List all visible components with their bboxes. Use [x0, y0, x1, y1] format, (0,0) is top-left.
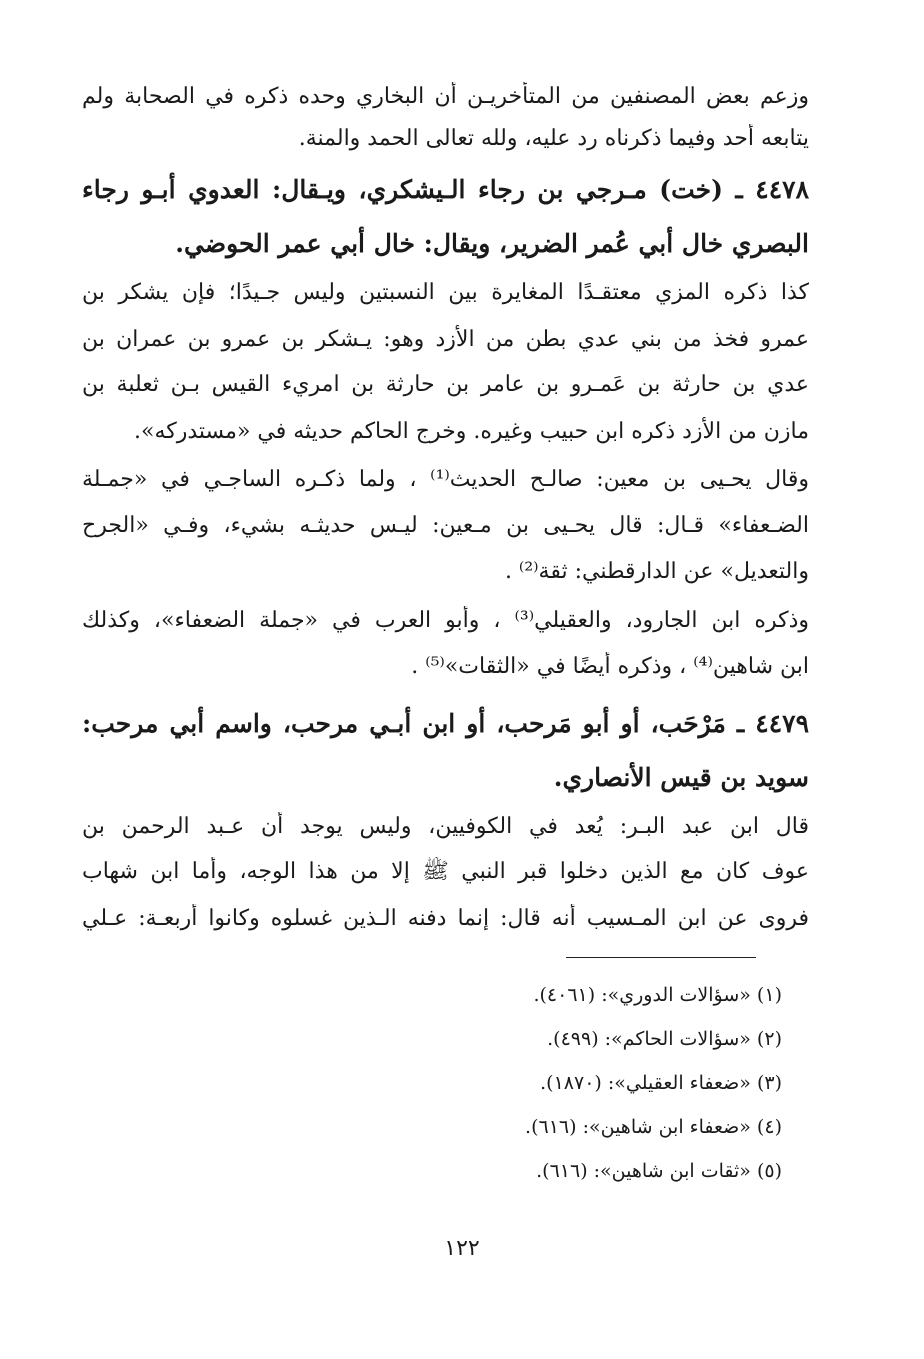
text-line: وقال يحـيى بن معين: صالـح الحديث⁽¹⁾ ، ولما ذكـره الساجـي في «جمـلة: [82, 467, 809, 492]
text-line: يتابعه أحد وفيما ذكرناه رد عليه، ولله تعالى الحمد والمنة.: [298, 126, 809, 151]
text-line: والتعديل» عن الدارقطني: ثقة⁽²⁾ .: [504, 559, 809, 584]
text-line: الضـعفاء» قـال: قال يحـيى بن مـعين: ليـس حديثـه بشيء، وفـي «الجرح: [82, 513, 809, 538]
footnote-5: (٥) «ثقات ابن شاهين»: (٦١٦).: [536, 1160, 782, 1182]
text-line: ابن شاهين⁽⁴⁾ ، وذكره أيضًا في «الثقات»⁽⁵⁾ .: [411, 654, 809, 679]
footnote-1: (١) «سؤالات الدوري»: (٤٠٦١).: [533, 984, 782, 1006]
text-line: عمرو فخذ من بني عدي بطن من الأزد وهو: يـشكر بن عمرو بن عمران بن: [82, 327, 809, 352]
text-line: عوف كان مع الذين دخلوا قبر النبي ﷺ إلا من هذا الوجه، وأما ابن شهاب: [82, 859, 809, 884]
footnote-2: (٢) «سؤالات الحاكم»: (٤٩٩).: [547, 1028, 782, 1050]
text-line: وزعم بعض المصنفين من المتأخريـن أن البخاري وحده ذكره في الصحابة ولم: [82, 84, 809, 109]
entry-heading-4478-continued: البصري خال أبي عُمر الضرير، ويقال: خال أبي عمر الحوضي.: [175, 229, 809, 258]
text-line: عدي بن حارثة بن عَمـرو بن عامر بن حارثة بن امريء القيس بـن ثعلبة بن: [82, 372, 809, 397]
entry-heading-4478: ٤٤٧٨ ـ (خت) مـرجي بن رجاء الـيشكري، ويـقال: العدوي أبـو رجاء: [82, 175, 809, 204]
text-line: مازن من الأزد ذكره ابن حبيب وغيره. وخرج الحاكم حديثه في «مستدركه».: [134, 419, 809, 444]
entry-heading-4479: ٤٤٧٩ ـ مَرْحَب، أو أبو مَرحب، أو ابن أبـي مرحب، واسم أبي مرحب:: [82, 709, 809, 738]
footnote-4: (٤) «ضعفاء ابن شاهين»: (٦١٦).: [525, 1116, 782, 1138]
text-line: فروى عن ابن المـسيب أنه قال: إنما دفنه الـذين غسلوه وكانوا أربعـة: عـلي: [82, 906, 809, 931]
page-number: ١٢٢: [444, 1236, 480, 1261]
footnote-3: (٣) «ضعفاء العقيلي»: (١٨٧٠).: [540, 1072, 782, 1094]
text-line: وذكره ابن الجارود، والعقيلي⁽³⁾ ، وأبو العرب في «جملة الضعفاء»، وكذلك: [82, 608, 809, 633]
footnote-divider: [566, 957, 756, 958]
entry-heading-4479-continued: سويد بن قيس الأنصاري.: [553, 763, 809, 792]
text-line: كذا ذكره المزي معتقـدًا المغايرة بين النسبتين وليس جـيدًا؛ فإن يشكر بن: [82, 280, 809, 305]
text-line: قال ابن عبد البـر: يُعد في الكوفيين، وليس يوجد أن عـبد الرحمن بن: [82, 814, 809, 839]
